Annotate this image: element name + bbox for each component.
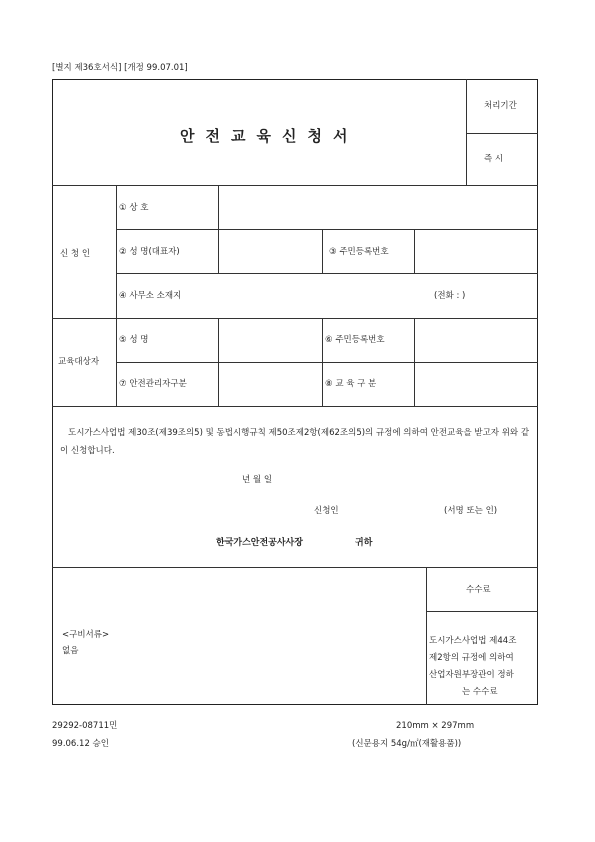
recipient-suffix: 귀하 <box>355 538 373 548</box>
form-code: 29292-08711민 <box>52 721 118 731</box>
fee-label: 수수료 <box>466 585 491 595</box>
divider <box>52 567 538 568</box>
representative-name-label: ② 성 명(대표자) <box>119 247 180 257</box>
office-address-label: ④ 사무소 소재지 <box>119 291 182 301</box>
trainee-group-label: 교육대상자 <box>58 357 100 367</box>
office-address-field[interactable] <box>219 274 537 317</box>
trainee-name-field[interactable] <box>219 319 321 361</box>
signature-note: (서명 또는 인) <box>444 506 498 516</box>
fee-description-line: 제2항의 규정에 의하여 <box>429 653 514 663</box>
signer-label: 신청인 <box>314 506 339 516</box>
divider <box>322 318 323 406</box>
phone-label: (전화 : ) <box>434 291 466 301</box>
form-title: 안전교육신청서 <box>180 127 359 145</box>
paper-size: 210mm × 297mm <box>396 721 475 731</box>
divider <box>466 133 538 134</box>
education-type-field[interactable] <box>415 363 537 405</box>
approval-date: 99.06.12 승인 <box>52 739 109 749</box>
trainee-name-label: ⑤ 성 명 <box>119 335 149 345</box>
company-name-field[interactable] <box>219 186 537 228</box>
recipient-name: 한국가스안전공사사장 <box>216 538 303 548</box>
applicant-rrn-field[interactable] <box>415 230 537 272</box>
processing-period-value: 즉 시 <box>484 154 504 164</box>
representative-name-field[interactable] <box>219 230 321 272</box>
safety-manager-category-field[interactable] <box>219 363 321 405</box>
divider <box>466 79 467 185</box>
paper-type: (신문용지 54g/㎡(재활용품)) <box>352 739 462 749</box>
signature-field[interactable] <box>350 500 440 520</box>
processing-period-label: 처리기간 <box>484 101 517 111</box>
company-name-label: ① 상 호 <box>119 203 149 213</box>
fee-description-line: 도시가스사업법 제44조 <box>429 636 517 646</box>
divider <box>116 185 117 406</box>
date-label: 년 월 일 <box>242 475 273 485</box>
divider <box>52 406 538 407</box>
safety-manager-category-label: ⑦ 안전관리자구분 <box>119 379 187 389</box>
divider <box>322 229 323 273</box>
trainee-rrn-field[interactable] <box>415 319 537 361</box>
required-documents-value: 없음 <box>62 646 79 656</box>
divider <box>426 611 538 612</box>
applicant-rrn-label: ③ 주민등록번호 <box>329 247 389 257</box>
trainee-rrn-label: ⑥ 주민등록번호 <box>325 335 385 345</box>
education-type-label: ⑧ 교 육 구 분 <box>325 379 377 389</box>
fee-description-line: 산업자원부장관이 정하 <box>429 670 514 680</box>
required-documents-title: <구비서류> <box>62 630 110 640</box>
form-number-note: [별지 제36호서식] [개정 99.07.01] <box>52 63 188 73</box>
fee-description-line: 는 수수료 <box>462 687 498 697</box>
divider <box>426 567 427 705</box>
application-statement: 도시가스사업법 제30조(제39조의5) 및 동법시행규칙 제50조제2항(제62조의5)의 규정에 의하여 안전교육을 받고자 위와 같이 신청합니다. <box>60 428 530 456</box>
applicant-group-label: 신 청 인 <box>60 249 91 259</box>
